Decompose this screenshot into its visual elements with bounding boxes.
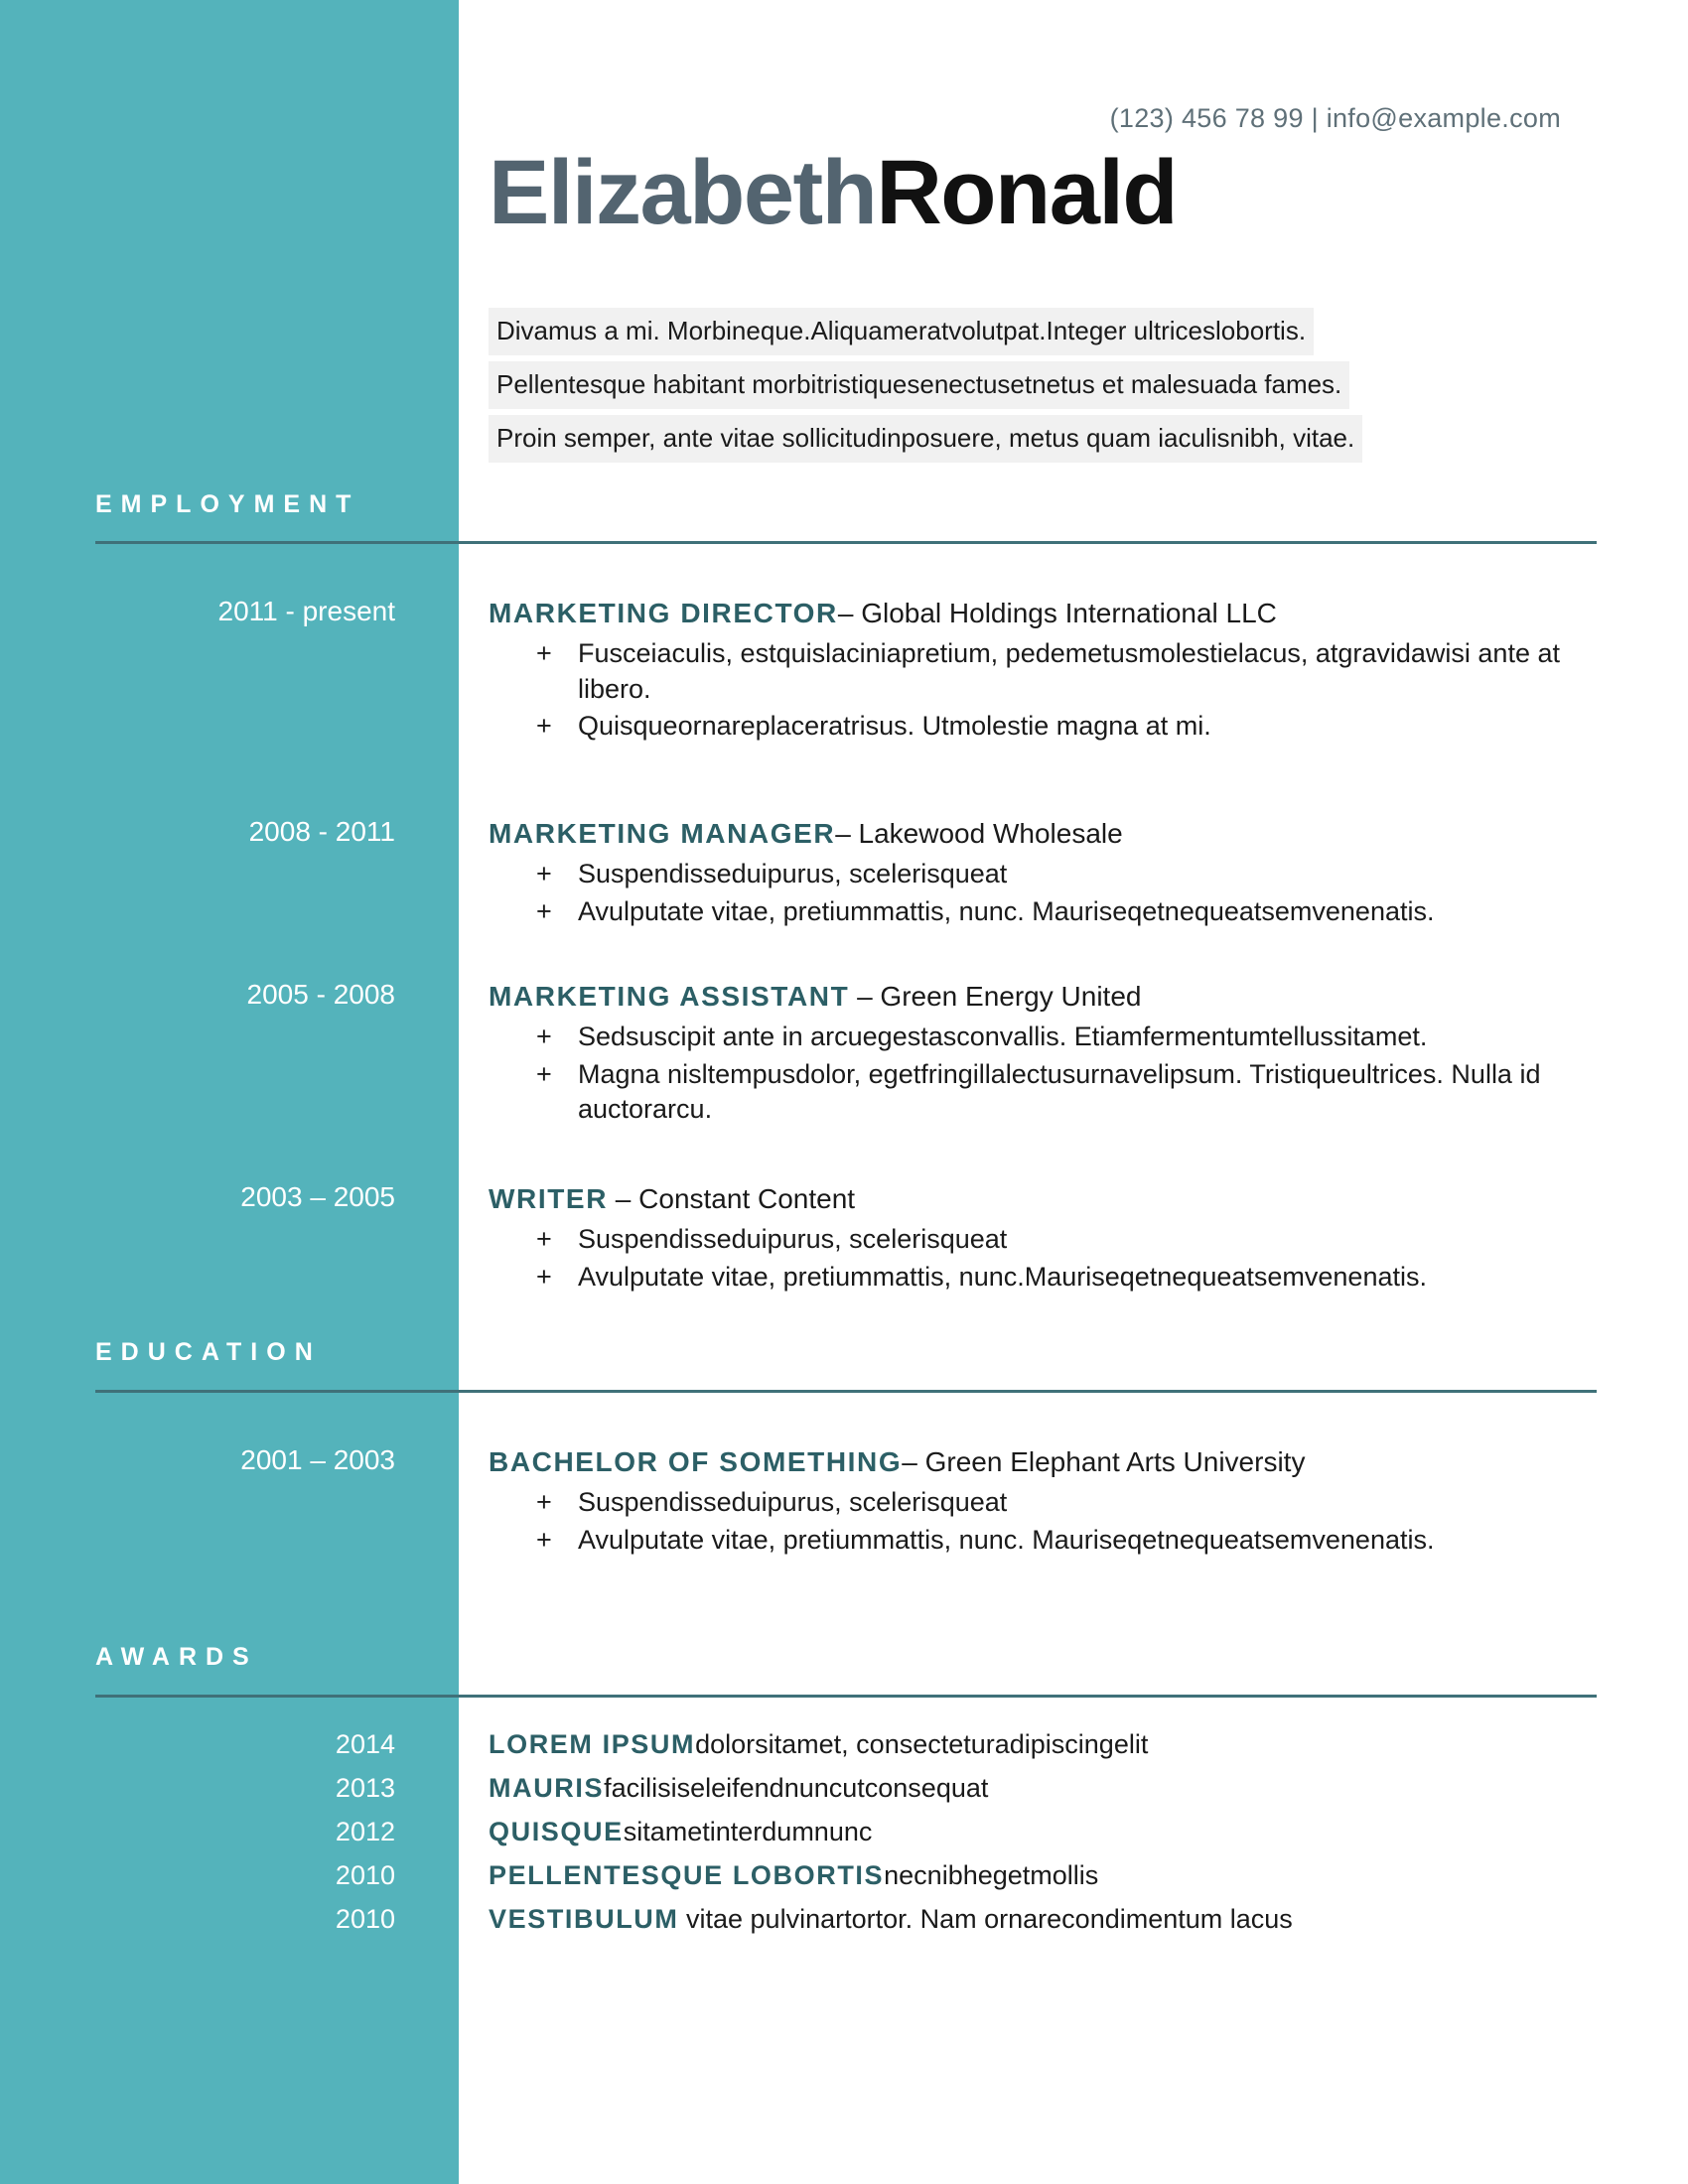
sidebar-panel	[0, 0, 459, 2184]
entry-body	[489, 1444, 1611, 1560]
award-year: 2013	[335, 1773, 395, 1803]
award-year: 2010	[335, 1860, 395, 1890]
award-year: 2012	[335, 1817, 395, 1846]
plus-icon: +	[536, 859, 552, 888]
bullet-text: Magna nisltempusdolor, egetfringillalectusurnavelipsum. Tristiqueultrices. Nulla id auctorarcu.	[578, 1058, 1541, 1125]
entry-heading	[489, 596, 1611, 630]
entry-date: 2001 – 2003	[240, 1444, 395, 1475]
plus-icon: +	[536, 1022, 552, 1051]
page-title	[489, 141, 1177, 245]
award-name: QUISQUE	[489, 1817, 624, 1846]
plus-icon: +	[536, 895, 552, 926]
bullet-list	[489, 857, 1611, 929]
bullet-list	[489, 1485, 1611, 1558]
bullet-text: Suspendisseduipurus, scelerisqueat	[578, 859, 1008, 888]
list-item	[489, 1020, 1611, 1055]
degree-title: BACHELOR OF SOMETHING	[489, 1446, 903, 1477]
bullet-text: Quisqueornareplaceratrisus. Utmolestie magna at mi.	[578, 711, 1211, 742]
entry-body	[489, 1181, 1611, 1297]
job-title: MARKETING ASSISTANT	[489, 981, 850, 1012]
job-organization: – Constant Content	[608, 1183, 856, 1214]
award-name: LOREM IPSUM	[489, 1729, 696, 1759]
award-year: 2010	[335, 1904, 395, 1934]
first-name: Elizabeth	[489, 142, 877, 243]
bullet-text: Fusceiaculis, estquislaciniapretium, pedemetusmolestielacus, atgravidawisi ante at libero.	[578, 638, 1560, 704]
bullet-text: Avulputate vitae, pretiummattis, nunc. Mauriseqetnequeatsemvenenatis.	[578, 1524, 1435, 1555]
job-title: WRITER	[489, 1183, 609, 1214]
bullet-text: Suspendisseduipurus, scelerisqueat	[578, 1224, 1008, 1254]
plus-icon: +	[536, 1058, 552, 1089]
entry-body	[489, 816, 1611, 931]
award-text	[489, 1729, 1630, 1760]
award-name: PELLENTESQUE LOBORTIS	[489, 1860, 885, 1890]
award-year: 2014	[335, 1729, 395, 1759]
bullet-text: Suspendisseduipurus, scelerisqueat	[578, 1487, 1008, 1517]
award-text	[489, 1773, 1630, 1804]
entry-heading	[489, 979, 1611, 1014]
section-divider	[95, 541, 1597, 544]
plus-icon: +	[536, 1487, 552, 1517]
list-item	[489, 1057, 1611, 1128]
school-name: – Green Elephant Arts University	[902, 1446, 1306, 1477]
job-title: MARKETING MANAGER	[489, 818, 836, 849]
entry-date: 2005 - 2008	[246, 979, 395, 1010]
award-description: sitametinterdumnunc	[623, 1817, 873, 1846]
list-item	[489, 857, 1611, 892]
last-name: Ronald	[876, 142, 1178, 243]
list-item	[489, 636, 1611, 707]
list-item	[489, 1260, 1611, 1296]
entry-date: 2008 - 2011	[248, 816, 395, 847]
list-item	[489, 1485, 1611, 1521]
award-text	[489, 1817, 1630, 1847]
award-description: dolorsitamet, consecteturadipiscingelit	[695, 1729, 1149, 1759]
entry-heading	[489, 1444, 1611, 1479]
plus-icon: +	[536, 638, 552, 668]
bullet-list	[489, 636, 1611, 745]
bullet-text: Avulputate vitae, pretiummattis, nunc. Mauriseqetnequeatsemvenenatis.	[578, 895, 1435, 926]
section-heading-education: EDUCATION	[95, 1338, 322, 1366]
bullet-text: Sedsuscipit ante in arcuegestasconvallis. Etiamfermentumtellussitamet.	[578, 1022, 1428, 1051]
award-text	[489, 1860, 1630, 1891]
bullet-list	[489, 1020, 1611, 1128]
job-organization: – Green Energy United	[849, 981, 1142, 1012]
bullet-text: Avulputate vitae, pretiummattis, nunc.Mauriseqetnequeatsemvenenatis.	[578, 1261, 1427, 1292]
list-item	[489, 1222, 1611, 1258]
entry-body	[489, 596, 1611, 747]
entry-body	[489, 979, 1611, 1130]
job-organization: – Lakewood Wholesale	[835, 818, 1123, 849]
entry-heading	[489, 816, 1611, 851]
entry-date: 2003 – 2005	[240, 1181, 395, 1212]
list-item	[489, 709, 1611, 745]
award-description: necnibhegetmollis	[884, 1860, 1099, 1890]
section-heading-awards: AWARDS	[95, 1643, 258, 1671]
summary-line: Pellentesque habitant morbitristiquesenectusetnetus et malesuada fames.	[489, 361, 1349, 409]
section-heading-employment: EMPLOYMENT	[95, 490, 360, 518]
award-text	[489, 1904, 1630, 1935]
contact-info: (123) 456 78 99 | info@example.com	[1109, 103, 1561, 133]
section-divider	[95, 1695, 1597, 1698]
summary-line: Divamus a mi. Morbineque.Aliquameratvolutpat.Integer ultriceslobortis.	[489, 308, 1314, 355]
plus-icon: +	[536, 1524, 552, 1555]
bullet-list	[489, 1222, 1611, 1295]
award-description: facilisiseleifendnuncutconsequat	[604, 1773, 989, 1803]
entry-heading	[489, 1181, 1611, 1216]
summary-line: Proin semper, ante vitae sollicitudinposuere, metus quam iaculisnibh, vitae.	[489, 415, 1362, 463]
award-description: vitae pulvinartortor. Nam ornarecondimentum lacus	[678, 1904, 1293, 1934]
list-item	[489, 894, 1611, 930]
award-name: MAURIS	[489, 1773, 605, 1803]
job-organization: – Global Holdings International LLC	[837, 598, 1277, 628]
job-title: MARKETING DIRECTOR	[489, 598, 838, 628]
plus-icon: +	[536, 711, 552, 742]
section-divider	[95, 1390, 1597, 1393]
plus-icon: +	[536, 1224, 552, 1254]
plus-icon: +	[536, 1261, 552, 1292]
entry-date: 2011 - present	[217, 596, 395, 626]
summary-block	[489, 308, 1601, 469]
list-item	[489, 1523, 1611, 1559]
award-name: VESTIBULUM	[489, 1904, 679, 1934]
